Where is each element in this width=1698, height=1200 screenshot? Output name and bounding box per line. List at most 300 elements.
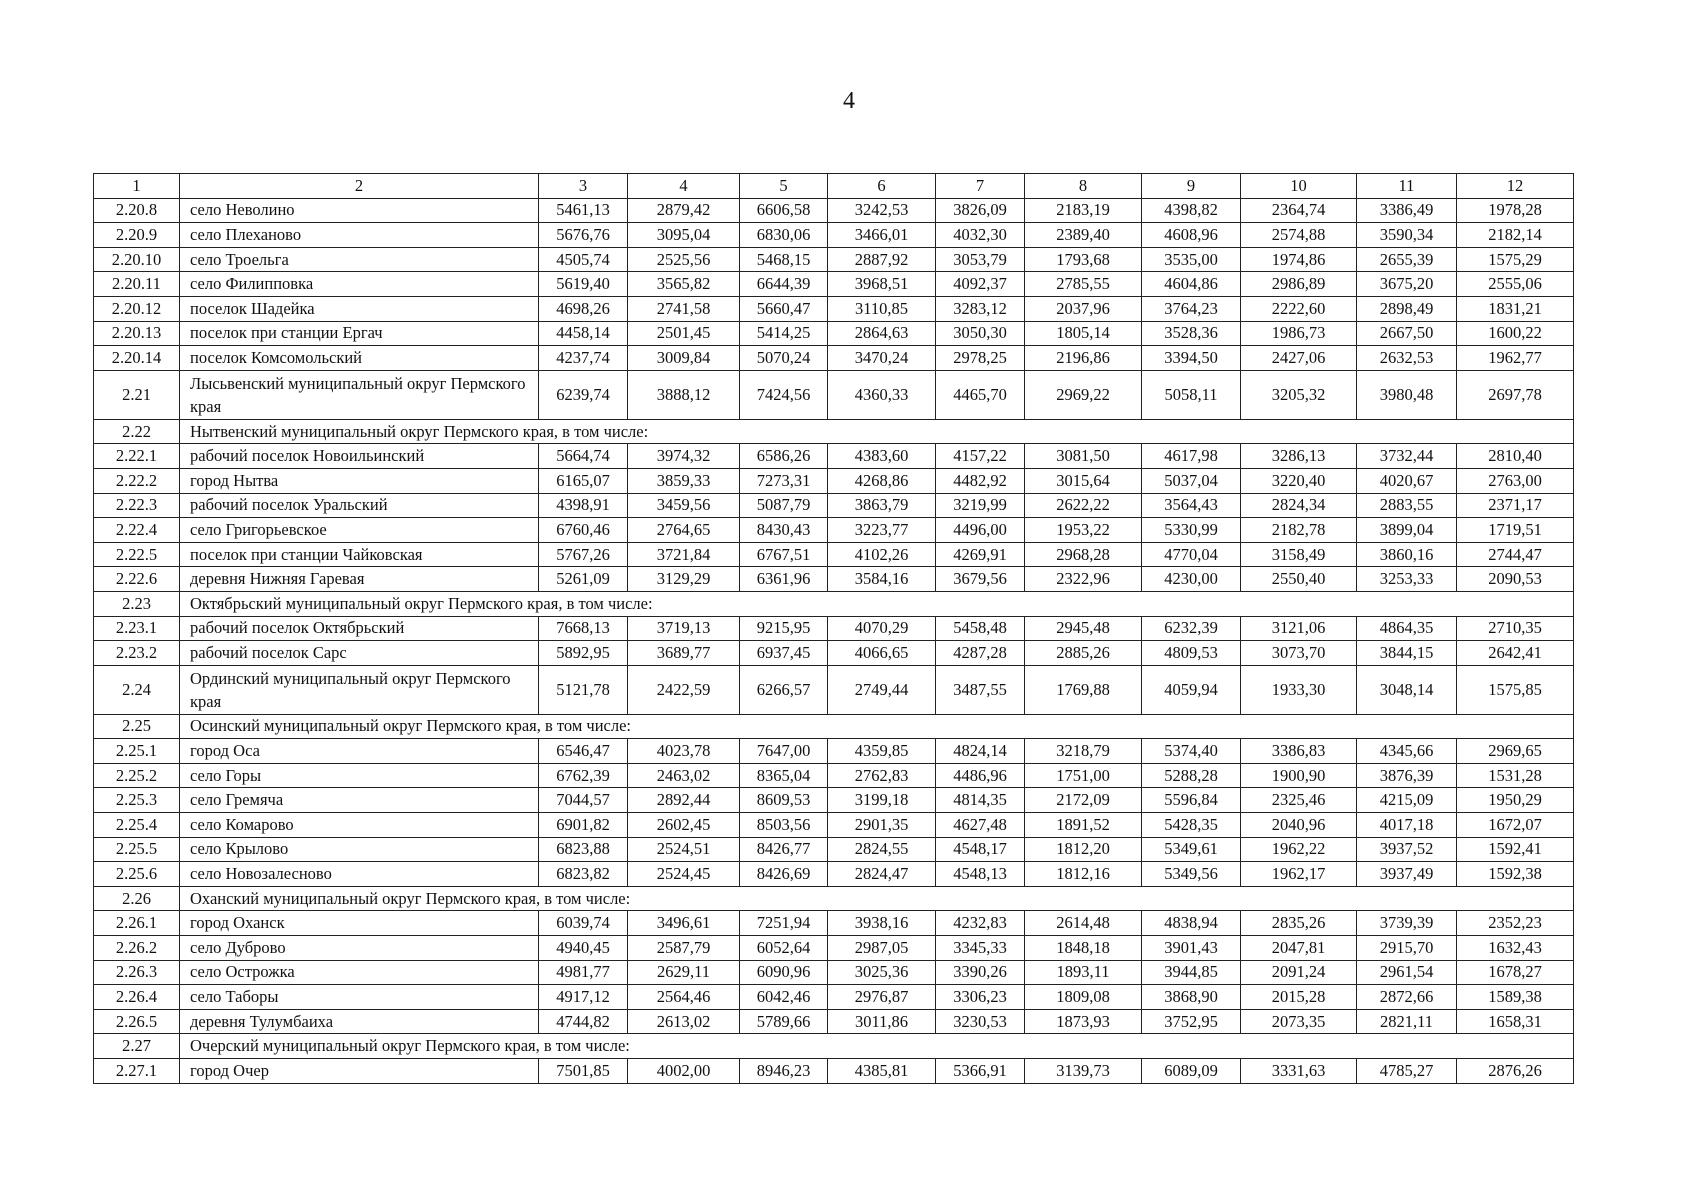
value-cell: 3218,79: [1025, 739, 1142, 764]
value-cell: 2632,53: [1357, 346, 1457, 371]
column-header: 6: [828, 174, 936, 199]
value-cell: 2741,58: [628, 296, 740, 321]
value-cell: 6760,46: [539, 518, 628, 543]
table-row: [94, 763, 1574, 788]
value-cell: 2501,45: [628, 321, 740, 346]
value-cell: 1831,21: [1457, 296, 1574, 321]
value-cell: 5121,78: [539, 665, 628, 714]
value-cell: 2749,44: [828, 665, 936, 714]
value-cell: 1632,43: [1457, 936, 1574, 961]
value-cell: 3764,23: [1142, 296, 1241, 321]
table-row: [94, 542, 1574, 567]
value-cell: 3048,14: [1357, 665, 1457, 714]
value-cell: 4838,94: [1142, 911, 1241, 936]
value-cell: 1719,51: [1457, 518, 1574, 543]
row-number-cell: 2.22.3: [94, 493, 180, 518]
value-cell: 3253,33: [1357, 567, 1457, 592]
value-cell: 2892,44: [628, 788, 740, 813]
value-cell: 4608,96: [1142, 223, 1241, 248]
value-cell: 2864,63: [828, 321, 936, 346]
value-cell: 5374,40: [1142, 739, 1241, 764]
value-cell: 4698,26: [539, 296, 628, 321]
locality-name-cell: село Неволино: [180, 198, 539, 223]
value-cell: 1812,16: [1025, 862, 1142, 887]
locality-name-cell: поселок при станции Чайковская: [180, 542, 539, 567]
value-cell: 2073,35: [1241, 1009, 1357, 1034]
value-cell: 3331,63: [1241, 1059, 1357, 1084]
value-cell: 7273,31: [740, 468, 828, 493]
value-cell: 5070,24: [740, 346, 828, 371]
row-number-cell: 2.26: [94, 886, 180, 911]
row-number-cell: 2.27: [94, 1034, 180, 1059]
value-cell: 8503,56: [740, 813, 828, 838]
value-cell: 3242,53: [828, 198, 936, 223]
table-row: [94, 370, 1574, 419]
section-heading-row: [94, 591, 1574, 616]
locality-name-cell: Ординский муниципальный округ Пермского края: [180, 665, 539, 714]
value-cell: 2898,49: [1357, 296, 1457, 321]
value-cell: 2762,83: [828, 763, 936, 788]
value-cell: 3876,39: [1357, 763, 1457, 788]
value-cell: 5619,40: [539, 272, 628, 297]
row-number-cell: 2.26.2: [94, 936, 180, 961]
value-cell: 1812,20: [1025, 837, 1142, 862]
value-cell: 1873,93: [1025, 1009, 1142, 1034]
value-cell: 4002,00: [628, 1059, 740, 1084]
column-header: 4: [628, 174, 740, 199]
value-cell: 3974,32: [628, 444, 740, 469]
value-cell: 4617,98: [1142, 444, 1241, 469]
locality-name-cell: село Григорьевское: [180, 518, 539, 543]
table-row: [94, 198, 1574, 223]
value-cell: 4157,22: [936, 444, 1025, 469]
value-cell: 2986,89: [1241, 272, 1357, 297]
value-cell: 3868,90: [1142, 985, 1241, 1010]
section-heading-row: [94, 1034, 1574, 1059]
table-row: [94, 960, 1574, 985]
value-cell: 3286,13: [1241, 444, 1357, 469]
value-cell: 2015,28: [1241, 985, 1357, 1010]
value-cell: 4398,82: [1142, 198, 1241, 223]
row-number-cell: 2.22.6: [94, 567, 180, 592]
value-cell: 3732,44: [1357, 444, 1457, 469]
table-row: [94, 665, 1574, 714]
value-cell: 2371,17: [1457, 493, 1574, 518]
value-cell: 3980,48: [1357, 370, 1457, 419]
value-cell: 3937,49: [1357, 862, 1457, 887]
value-cell: 3679,56: [936, 567, 1025, 592]
value-cell: 5366,91: [936, 1059, 1025, 1084]
locality-name-cell: село Троельга: [180, 247, 539, 272]
value-cell: 4020,67: [1357, 468, 1457, 493]
value-cell: 5349,61: [1142, 837, 1241, 862]
value-cell: 6762,39: [539, 763, 628, 788]
value-cell: 3863,79: [828, 493, 936, 518]
locality-name-cell: поселок Комсомольский: [180, 346, 539, 371]
value-cell: 5458,48: [936, 616, 1025, 641]
value-cell: 3859,33: [628, 468, 740, 493]
value-cell: 2172,09: [1025, 788, 1142, 813]
locality-name-cell: село Горы: [180, 763, 539, 788]
value-cell: 2427,06: [1241, 346, 1357, 371]
value-cell: 2710,35: [1457, 616, 1574, 641]
value-cell: 4359,85: [828, 739, 936, 764]
value-cell: 1900,90: [1241, 763, 1357, 788]
section-title-cell: Очерский муниципальный округ Пермского края, в том числе:: [180, 1034, 1574, 1059]
row-number-cell: 2.20.10: [94, 247, 180, 272]
locality-name-cell: город Оханск: [180, 911, 539, 936]
value-cell: 1672,07: [1457, 813, 1574, 838]
table-row: [94, 272, 1574, 297]
value-cell: 4770,04: [1142, 542, 1241, 567]
value-cell: 6361,96: [740, 567, 828, 592]
value-cell: 1809,08: [1025, 985, 1142, 1010]
value-cell: 6767,51: [740, 542, 828, 567]
value-cell: 4486,96: [936, 763, 1025, 788]
table-row: [94, 296, 1574, 321]
value-cell: 4383,60: [828, 444, 936, 469]
row-number-cell: 2.25.1: [94, 739, 180, 764]
value-cell: 2587,79: [628, 936, 740, 961]
section-title-cell: Нытвенский муниципальный округ Пермского края, в том числе:: [180, 419, 1574, 444]
value-cell: 5789,66: [740, 1009, 828, 1034]
value-cell: 7044,57: [539, 788, 628, 813]
value-cell: 1793,68: [1025, 247, 1142, 272]
value-cell: 1974,86: [1241, 247, 1357, 272]
value-cell: 4059,94: [1142, 665, 1241, 714]
value-cell: 2524,45: [628, 862, 740, 887]
value-cell: 4864,35: [1357, 616, 1457, 641]
value-cell: 1848,18: [1025, 936, 1142, 961]
value-cell: 8365,04: [740, 763, 828, 788]
value-cell: 3535,00: [1142, 247, 1241, 272]
value-cell: 2182,78: [1241, 518, 1357, 543]
value-cell: 4023,78: [628, 739, 740, 764]
value-cell: 1962,22: [1241, 837, 1357, 862]
locality-name-cell: рабочий поселок Уральский: [180, 493, 539, 518]
value-cell: 5261,09: [539, 567, 628, 592]
value-cell: 2040,96: [1241, 813, 1357, 838]
value-cell: 4017,18: [1357, 813, 1457, 838]
column-header: 8: [1025, 174, 1142, 199]
value-cell: 4981,77: [539, 960, 628, 985]
locality-name-cell: город Нытва: [180, 468, 539, 493]
column-header: 5: [740, 174, 828, 199]
tariff-table: [93, 173, 1574, 1084]
row-number-cell: 2.25.5: [94, 837, 180, 862]
value-cell: 3496,61: [628, 911, 740, 936]
value-cell: 1678,27: [1457, 960, 1574, 985]
value-cell: 5349,56: [1142, 862, 1241, 887]
value-cell: 4505,74: [539, 247, 628, 272]
value-cell: 2976,87: [828, 985, 936, 1010]
value-cell: 4548,13: [936, 862, 1025, 887]
value-cell: 4066,65: [828, 641, 936, 666]
row-number-cell: 2.27.1: [94, 1059, 180, 1084]
table-row: [94, 911, 1574, 936]
value-cell: 1589,38: [1457, 985, 1574, 1010]
value-cell: 4917,12: [539, 985, 628, 1010]
value-cell: 1769,88: [1025, 665, 1142, 714]
locality-name-cell: деревня Тулумбаиха: [180, 1009, 539, 1034]
value-cell: 2978,25: [936, 346, 1025, 371]
value-cell: 4287,28: [936, 641, 1025, 666]
value-cell: 3944,85: [1142, 960, 1241, 985]
value-cell: 7251,94: [740, 911, 828, 936]
value-cell: 3139,73: [1025, 1059, 1142, 1084]
value-cell: 4269,91: [936, 542, 1025, 567]
value-cell: 6165,07: [539, 468, 628, 493]
value-cell: 2642,41: [1457, 641, 1574, 666]
value-cell: 2785,55: [1025, 272, 1142, 297]
table-row: [94, 468, 1574, 493]
row-number-cell: 2.22.2: [94, 468, 180, 493]
row-number-cell: 2.23.1: [94, 616, 180, 641]
value-cell: 6586,26: [740, 444, 828, 469]
value-cell: 4232,83: [936, 911, 1025, 936]
value-cell: 4744,82: [539, 1009, 628, 1034]
value-cell: 2764,65: [628, 518, 740, 543]
value-cell: 2182,14: [1457, 223, 1574, 248]
row-number-cell: 2.23.2: [94, 641, 180, 666]
value-cell: 5676,76: [539, 223, 628, 248]
value-cell: 9215,95: [740, 616, 828, 641]
value-cell: 1953,22: [1025, 518, 1142, 543]
value-cell: 2602,45: [628, 813, 740, 838]
value-cell: 4070,29: [828, 616, 936, 641]
table-row: [94, 862, 1574, 887]
column-header: 11: [1357, 174, 1457, 199]
value-cell: 1962,77: [1457, 346, 1574, 371]
value-cell: 2622,22: [1025, 493, 1142, 518]
value-cell: 4496,00: [936, 518, 1025, 543]
row-number-cell: 2.25.6: [94, 862, 180, 887]
table-row: [94, 567, 1574, 592]
value-cell: 8946,23: [740, 1059, 828, 1084]
value-cell: 2389,40: [1025, 223, 1142, 248]
value-cell: 6546,47: [539, 739, 628, 764]
value-cell: 2322,96: [1025, 567, 1142, 592]
locality-name-cell: село Новозалесново: [180, 862, 539, 887]
value-cell: 5767,26: [539, 542, 628, 567]
table-row: [94, 616, 1574, 641]
locality-name-cell: Лысьвенский муниципальный округ Пермского края: [180, 370, 539, 419]
value-cell: 1950,29: [1457, 788, 1574, 813]
value-cell: 3121,06: [1241, 616, 1357, 641]
locality-name-cell: поселок Шадейка: [180, 296, 539, 321]
value-cell: 3306,23: [936, 985, 1025, 1010]
value-cell: 5892,95: [539, 641, 628, 666]
row-number-cell: 2.20.12: [94, 296, 180, 321]
value-cell: 3110,85: [828, 296, 936, 321]
value-cell: 1962,17: [1241, 862, 1357, 887]
value-cell: 2629,11: [628, 960, 740, 985]
value-cell: 3466,01: [828, 223, 936, 248]
row-number-cell: 2.26.5: [94, 1009, 180, 1034]
table-body: [94, 198, 1574, 1083]
value-cell: 2655,39: [1357, 247, 1457, 272]
value-cell: 2325,46: [1241, 788, 1357, 813]
value-cell: 4215,09: [1357, 788, 1457, 813]
table-row: [94, 346, 1574, 371]
value-cell: 1891,52: [1025, 813, 1142, 838]
value-cell: 2744,47: [1457, 542, 1574, 567]
value-cell: 4940,45: [539, 936, 628, 961]
value-cell: 2945,48: [1025, 616, 1142, 641]
locality-name-cell: село Комарово: [180, 813, 539, 838]
value-cell: 6644,39: [740, 272, 828, 297]
value-cell: 3844,15: [1357, 641, 1457, 666]
value-cell: 2824,34: [1241, 493, 1357, 518]
table-row: [94, 837, 1574, 862]
value-cell: 3752,95: [1142, 1009, 1241, 1034]
table-row: [94, 247, 1574, 272]
value-cell: 6089,09: [1142, 1059, 1241, 1084]
value-cell: 3053,79: [936, 247, 1025, 272]
row-number-cell: 2.25: [94, 714, 180, 739]
value-cell: 1805,14: [1025, 321, 1142, 346]
value-cell: 4785,27: [1357, 1059, 1457, 1084]
value-cell: 2901,35: [828, 813, 936, 838]
column-header: 10: [1241, 174, 1357, 199]
row-number-cell: 2.25.3: [94, 788, 180, 813]
value-cell: 4482,92: [936, 468, 1025, 493]
table-row: [94, 1059, 1574, 1084]
value-cell: 6830,06: [740, 223, 828, 248]
value-cell: 6823,82: [539, 862, 628, 887]
value-cell: 4345,66: [1357, 739, 1457, 764]
value-cell: 8426,69: [740, 862, 828, 887]
value-cell: 3386,49: [1357, 198, 1457, 223]
value-cell: 5664,74: [539, 444, 628, 469]
row-number-cell: 2.22.1: [94, 444, 180, 469]
value-cell: 3470,24: [828, 346, 936, 371]
locality-name-cell: село Плеханово: [180, 223, 539, 248]
table-row: [94, 739, 1574, 764]
page-number: 4: [843, 88, 855, 114]
value-cell: 6042,46: [740, 985, 828, 1010]
value-cell: 3968,51: [828, 272, 936, 297]
column-header: 7: [936, 174, 1025, 199]
value-cell: 1575,29: [1457, 247, 1574, 272]
value-cell: 2364,74: [1241, 198, 1357, 223]
value-cell: 5428,35: [1142, 813, 1241, 838]
value-cell: 4398,91: [539, 493, 628, 518]
value-cell: 3675,20: [1357, 272, 1457, 297]
value-cell: 2824,47: [828, 862, 936, 887]
value-cell: 2810,40: [1457, 444, 1574, 469]
value-cell: 3590,34: [1357, 223, 1457, 248]
value-cell: 1600,22: [1457, 321, 1574, 346]
section-title-cell: Осинский муниципальный округ Пермского края, в том числе:: [180, 714, 1574, 739]
value-cell: 2574,88: [1241, 223, 1357, 248]
value-cell: 3564,43: [1142, 493, 1241, 518]
value-cell: 3158,49: [1241, 542, 1357, 567]
value-cell: 2697,78: [1457, 370, 1574, 419]
value-cell: 2876,26: [1457, 1059, 1574, 1084]
value-cell: 3011,86: [828, 1009, 936, 1034]
table-row: [94, 321, 1574, 346]
value-cell: 3888,12: [628, 370, 740, 419]
value-cell: 2763,00: [1457, 468, 1574, 493]
value-cell: 2613,02: [628, 1009, 740, 1034]
value-cell: 3719,13: [628, 616, 740, 641]
value-cell: 5468,15: [740, 247, 828, 272]
value-cell: 4548,17: [936, 837, 1025, 862]
section-title-cell: Октябрьский муниципальный округ Пермского края, в том числе:: [180, 591, 1574, 616]
value-cell: 2183,19: [1025, 198, 1142, 223]
value-cell: 3739,39: [1357, 911, 1457, 936]
row-number-cell: 2.24: [94, 665, 180, 714]
row-number-cell: 2.20.13: [94, 321, 180, 346]
locality-name-cell: село Филипповка: [180, 272, 539, 297]
value-cell: 6232,39: [1142, 616, 1241, 641]
table-row: [94, 985, 1574, 1010]
value-cell: 2824,55: [828, 837, 936, 862]
value-cell: 2550,40: [1241, 567, 1357, 592]
value-cell: 5288,28: [1142, 763, 1241, 788]
value-cell: 5461,13: [539, 198, 628, 223]
row-number-cell: 2.26.3: [94, 960, 180, 985]
section-heading-row: [94, 419, 1574, 444]
value-cell: 3081,50: [1025, 444, 1142, 469]
row-number-cell: 2.25.4: [94, 813, 180, 838]
row-number-cell: 2.22: [94, 419, 180, 444]
value-cell: 2047,81: [1241, 936, 1357, 961]
value-cell: 7424,56: [740, 370, 828, 419]
value-cell: 5037,04: [1142, 468, 1241, 493]
column-header: 1: [94, 174, 180, 199]
value-cell: 4604,86: [1142, 272, 1241, 297]
value-cell: 2222,60: [1241, 296, 1357, 321]
value-cell: 3487,55: [936, 665, 1025, 714]
value-cell: 2969,22: [1025, 370, 1142, 419]
value-cell: 3219,99: [936, 493, 1025, 518]
value-cell: 2969,65: [1457, 739, 1574, 764]
section-heading-row: [94, 714, 1574, 739]
value-cell: 6090,96: [740, 960, 828, 985]
value-cell: 2422,59: [628, 665, 740, 714]
table-row: [94, 1009, 1574, 1034]
value-cell: 3220,40: [1241, 468, 1357, 493]
column-header: 2: [180, 174, 539, 199]
value-cell: 4092,37: [936, 272, 1025, 297]
value-cell: 2885,26: [1025, 641, 1142, 666]
value-cell: 3015,64: [1025, 468, 1142, 493]
value-cell: 3025,36: [828, 960, 936, 985]
locality-name-cell: село Таборы: [180, 985, 539, 1010]
value-cell: 6266,57: [740, 665, 828, 714]
value-cell: 1751,00: [1025, 763, 1142, 788]
value-cell: 5330,99: [1142, 518, 1241, 543]
value-cell: 3394,50: [1142, 346, 1241, 371]
value-cell: 4809,53: [1142, 641, 1241, 666]
value-cell: 2037,96: [1025, 296, 1142, 321]
row-number-cell: 2.20.8: [94, 198, 180, 223]
header-row: [94, 174, 1574, 199]
value-cell: 2872,66: [1357, 985, 1457, 1010]
row-number-cell: 2.26.1: [94, 911, 180, 936]
value-cell: 3938,16: [828, 911, 936, 936]
value-cell: 3283,12: [936, 296, 1025, 321]
value-cell: 3584,16: [828, 567, 936, 592]
value-cell: 2463,02: [628, 763, 740, 788]
value-cell: 2879,42: [628, 198, 740, 223]
value-cell: 2821,11: [1357, 1009, 1457, 1034]
table-row: [94, 813, 1574, 838]
value-cell: 4230,00: [1142, 567, 1241, 592]
value-cell: 3050,30: [936, 321, 1025, 346]
